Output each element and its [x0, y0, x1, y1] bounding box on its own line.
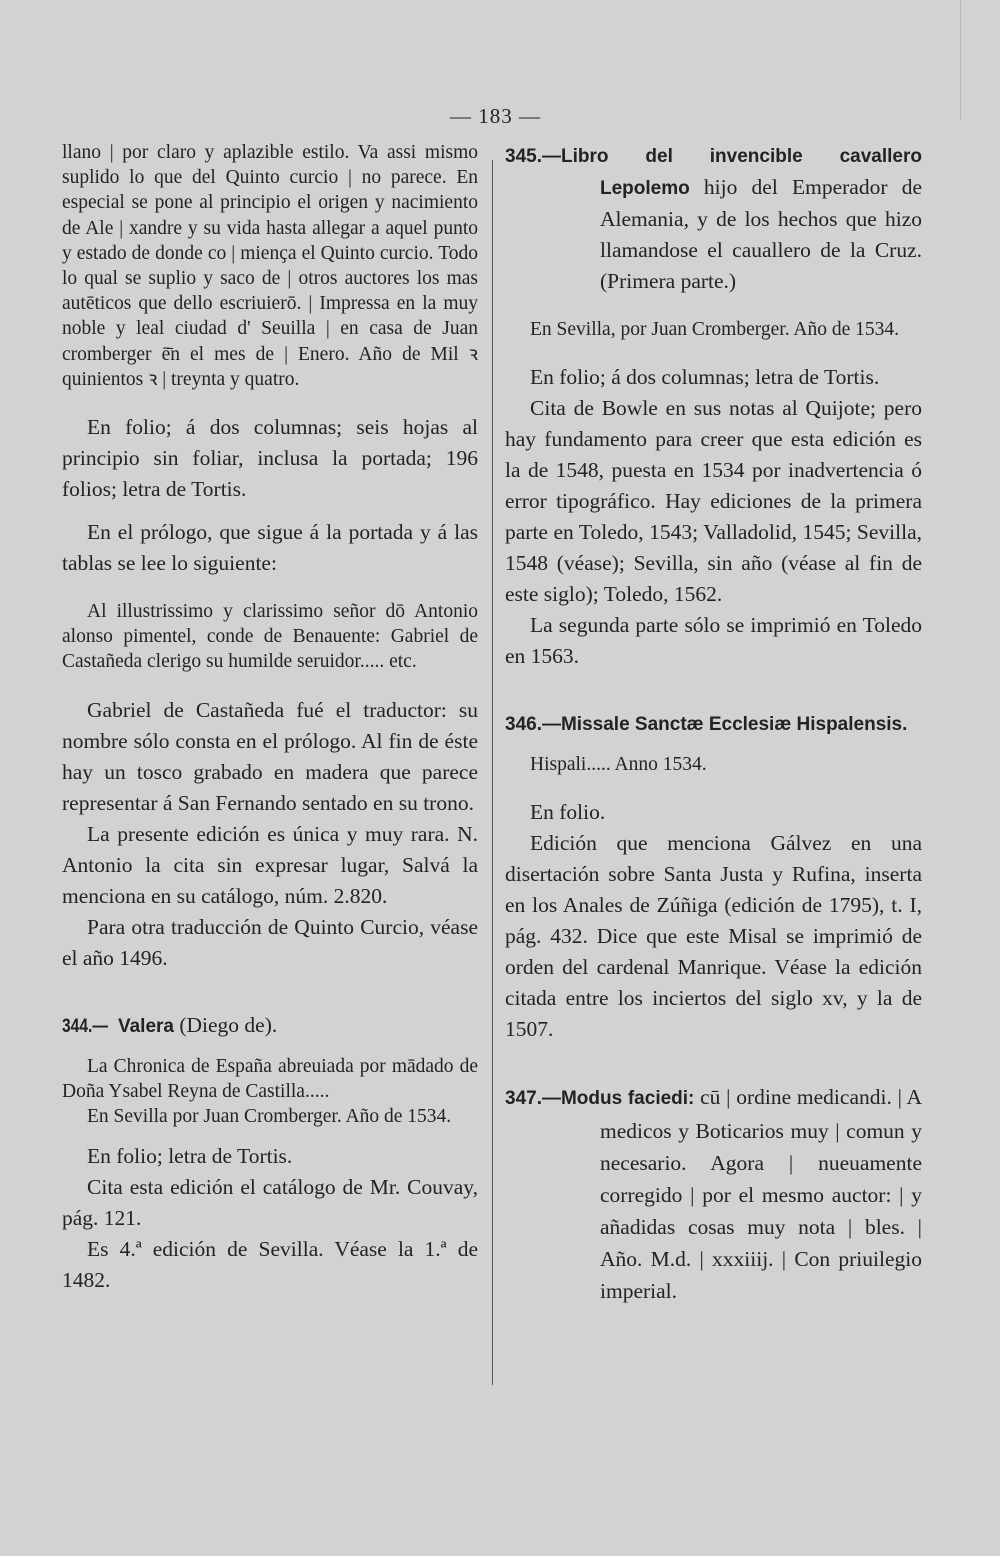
entry-title-rest: hijo del Emperador de Alemania, y de los hechos que hizo llamandose el cauallero de la Cruz. (Primera parte.) [600, 175, 922, 293]
entry-title: Modus faciedi: [560, 1088, 695, 1110]
entry-344-title: La Chronica de España abreuiada por mādado de Doña Ysabel Reyna de Castilla..... [62, 1055, 478, 1102]
entry-344-imprint: En Sevilla por Juan Cromberger. Año de 1534. [87, 1106, 452, 1128]
description-paragraph: En folio; á dos columnas; seis hojas al principio sin foliar, inclusa la portada; 196 folios; letra de Tortis. [62, 415, 478, 502]
page-number: — 183 — [450, 104, 541, 128]
column-divider [492, 160, 493, 1385]
entry-347-heading [505, 1081, 922, 1307]
entry-title: Libro del invencible cavallero Lepolemo [560, 146, 922, 199]
prologue-quote: Al illustrissimo y clarissimo señor dō Antonio alonso pimentel, conde de Benauente: Gabriel de Castañeda clerigo su humilde seruidor..... etc. [62, 601, 478, 673]
page-edge-mark [960, 0, 961, 120]
entry-title: Valera [117, 1015, 174, 1037]
rarity-note: La presente edición es única y muy rara. N. Antonio la cita sin expresar lugar, Salvá la menciona en su catálogo, núm. 2.820. [62, 821, 478, 908]
entry-346-heading [505, 708, 922, 740]
entry-344-edition: Es 4.ª edición de Sevilla. Véase la 1.ª de 1482. [62, 1237, 478, 1293]
entry-title-rest: (Diego de). [173, 1012, 278, 1037]
entry-title: Missale Sanctæ Ecclesiæ Hispalensis. [560, 714, 908, 736]
entry-345-imprint: En Sevilla, por Juan Cromberger. Año de 1534. [530, 319, 900, 340]
translator-note: Gabriel de Castañeda fué el traductor: su nombre sólo consta en el prólogo. Al fin de éste hay un tosco grabado en madera que parece representar á San Fernando sentado en su trono. [62, 697, 478, 815]
entry-number: 344.— [62, 1015, 108, 1037]
entry-number: 347.— [505, 1088, 561, 1110]
entry-346-notes: Edición que menciona Gálvez en una disertación sobre Santa Justa y Rufina, inserta en los Anales de Zúñiga (edición de 1795), t. I, pág. 432. Dice que este Misal se imprimió de orden del cardenal Manrique. Véase la edición citada entre los inciertos del siglo xv, y la de 1507. [505, 831, 922, 1042]
title-transcription: llano | por claro y aplazible estilo. Va assi mismo suplido lo que del Quinto curcio | no parece. En especial se pone al principio el origen y nacimiento de Ale | xandre y su vida hasta allegar a aquel punto y estado de donde co | mienҫa el Quinto curcio. Todo lo qual se suplio y saco de | otros auctores los mas autēticos que dello escriuierō. | Impressa en la muy noble y leal ciudad d' Seuilla | en casa de Juan cromberger ē̄n el mes de | Enero. Año de Mil ꝛ quinientos ꝛ | treynta y quatro. [62, 142, 478, 390]
entry-345-notes: Cita de Bowle en sus notas al Quijote; pero hay fundamento para creer que esta edición es la de 1548, puesta en 1534 por inadvertencia ó error tipográfico. Hay ediciones de la primera parte en Toledo, 1543; Valladolid, 1545; Sevilla, 1548 (véase); Sevilla, sin año (véase al fin de este siglo); Toledo, 1562. [505, 396, 922, 607]
prologue-intro: En el prólogo, que sigue á la portada y á las tablas se lee lo siguiente: [62, 520, 478, 576]
entry-344-citation: Cita esta edición el catálogo de Mr. Couvay, pág. 121. [62, 1175, 478, 1231]
entry-345-second-part: La segunda parte sólo se imprimió en Toledo en 1563. [505, 613, 922, 669]
left-column [62, 140, 478, 1296]
cross-reference: Para otra traducción de Quinto Curcio, véase el año 1496. [62, 914, 478, 970]
entry-number: 345.— [505, 146, 561, 167]
entry-title-rest: cū | ordine medicandi. | A medicos y Boticarios muy | comun y necesario. Agora | nueuamente corregido | por el mesmo auctor: | y añadidas cosas muy nota | bles. | Año. M.d. | xxxiiij. | Con priuilegio imperial. [600, 1085, 922, 1304]
entry-number: 346.— [505, 714, 561, 736]
entry-345-format: En folio; á dos columnas; letra de Tortis. [530, 365, 880, 390]
right-column [505, 140, 922, 1307]
entry-344-format: En folio; letra de Tortis. [87, 1144, 293, 1169]
entry-346-imprint: Hispali..... Anno 1534. [530, 754, 707, 776]
entry-344-heading [62, 1010, 478, 1042]
entry-346-format: En folio. [530, 800, 606, 825]
entry-345-heading [505, 140, 922, 297]
